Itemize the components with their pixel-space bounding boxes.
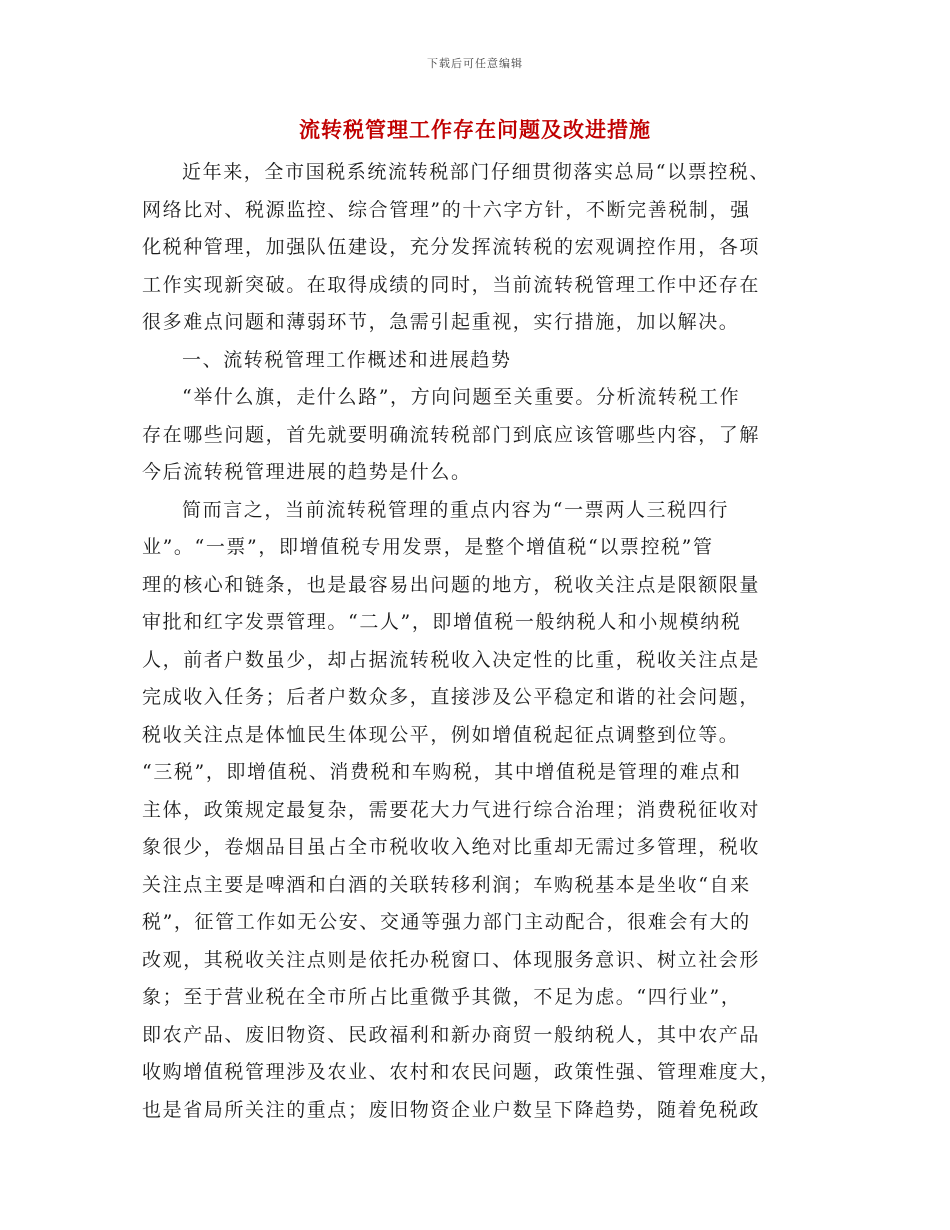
document-line: 理的核心和链条，也是最容易出问题的地方，税收关注点是限额限量 — [142, 573, 761, 596]
document-line: “三税”，即增值税、消费税和车购税，其中增值税是管理的难点和 — [142, 761, 742, 783]
document-line: 审批和红字发票管理。“二人”，即增值税一般纳税人和小规模纳税 — [142, 611, 742, 633]
document-line: 存在哪些问题，首先就要明确流转税部门到底应该管哪些内容，了解 — [142, 423, 761, 446]
document-line: 也是省局所关注的重点；废旧物资企业户数呈下降趋势，随着免税政 — [142, 1098, 761, 1121]
document-line: 网络比对、税源监控、综合管理”的十六字方针，不断完善税制，强 — [142, 198, 751, 221]
document-line: 简而言之，当前流转税管理的重点内容为“一票两人三税四行 — [182, 498, 729, 521]
document-line: 业”。“一票”，即增值税专用发票，是整个增值税“以票控税”管 — [142, 536, 714, 558]
document-line: 人，前者户数虽少，却占据流转税收入决定性的比重，税收关注点是 — [142, 648, 761, 671]
document-line: 化税种管理，加强队伍建设，充分发挥流转税的宏观调控作用，各项 — [142, 236, 761, 258]
document-body — [142, 154, 810, 1129]
document-line: 象很少，卷烟品目虽占全市税收收入绝对比重却无需过多管理，税收 — [142, 836, 761, 858]
document-line: 今后流转税管理进展的趋势是什么。 — [142, 461, 472, 483]
document-line: 主体，政策规定最复杂，需要花大力气进行综合治理；消费税征收对 — [142, 798, 761, 821]
document-line: 税”，征管工作如无公安、交通等强力部门主动配合，很难会有大的 — [142, 911, 751, 933]
document-line: 很多难点问题和薄弱环节，急需引起重视，实行措施，加以解决。 — [142, 311, 740, 333]
document-line: 收购增值税管理涉及农业、农村和农民问题，政策性强、管理难度大， — [142, 1061, 781, 1083]
document-line: 税收关注点是体恤民生体现公平，例如增值税起征点调整到位等。 — [142, 723, 740, 746]
document-line: 工作实现新突破。在取得成绩的同时，当前流转税管理工作中还存在 — [142, 273, 761, 296]
document-line: 完成收入任务；后者户数众多，直接涉及公平稳定和谐的社会问题， — [142, 686, 761, 708]
document-line: 改观，其税收关注点则是依托办税窗口、体现服务意识、树立社会形 — [142, 948, 761, 971]
document-line: 即农产品、废旧物资、民政福利和新办商贸一般纳税人，其中农产品 — [142, 1023, 761, 1046]
document-line: 近年来，全市国税系统流转税部门仔细贯彻落实总局“以票控税、 — [182, 161, 771, 183]
header-note: 下载后可任意编辑 — [427, 57, 523, 70]
document-line: 象；至于营业税在全市所占比重微乎其微，不足为虑。“四行业”， — [142, 986, 742, 1008]
document-line: 关注点主要是啤酒和白酒的关联转移利润；车购税基本是坐收“自来 — [142, 873, 751, 896]
document-title: 流转税管理工作存在问题及改进措施 — [299, 117, 651, 142]
document-line: 一、流转税管理工作概述和进展趋势 — [182, 348, 512, 371]
document-line: “举什么旗，走什么路”，方向问题至关重要。分析流转税工作 — [182, 386, 741, 408]
